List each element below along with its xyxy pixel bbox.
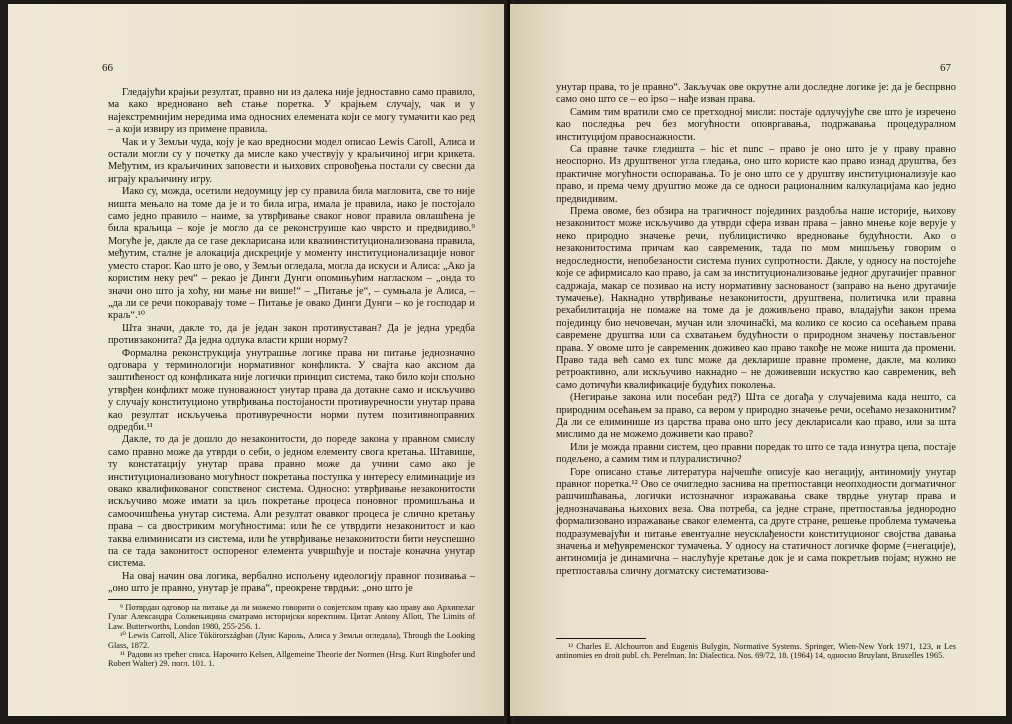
right-page-body	[556, 82, 956, 578]
footnote-rule	[556, 638, 646, 639]
right-page-number: 67	[940, 62, 951, 74]
paragraph: Иако су, можда, осетили недоумицу јер су правила била магловита, све то није ништа мењало на томе да је и то била игра, имала је правила, иако је постојало само једно правило – наиме, за утврђивање сваког новог правила овлашћена је била краљица – које је могло да се реконструише као чврсто и предвидиво.⁹ Могуће је, дакле да се гаѕе декларисана или квазиинституционализована правила, међутим, сталне је алокација дискреције у моменту институционализације новог уместо старог. Као што је ово, у Земљи огледала, могла да искуси и Алиса: „Ако ја користим неку реч“ – рекао је Динги Дунги опомињућим нагласком – „онда то значи оно што ја хоћу, ни мање ни више!“ – „Питање је“, – сумњала је Алиса, – „да ли се речи покоравају томе – Питање је овако Динги Дунги – ко је господар и краљ“.¹⁰	[108, 186, 475, 322]
paragraph: Самим тим вратили смо се претходној мисли: постаје одлучујуће све што је изречено као последња реч без могућности оповргавања, подржавања процедуралном институцијом правоснажности.	[556, 106, 956, 143]
left-footnotes	[108, 593, 475, 669]
paragraph: Према овоме, без обзира на трагичност појединих раздобља наше историје, њихову незаконитост може искључиво да утврди сфера изван права – јавно мнење које верује у неко природно значење речи, публицистичко вредновање будућности. Ако о незаконитостима причам као савременик, тада по мом мишљењу говорим о недоследности, непобезаности система пуних супротности. Дакле, у односу на постојеће које се афирмисало као право, ја сам за институционализовање једног другачијег правног садржаја, макар се позивао на исту нормативну заснованост (заправо на њено другачије тумачење). Накнадно утврђивање незаконитости, друштвена, политичка или правна рехабилитација не помаже на томе да је доживљено право, владајући закон према појединцу био нечовечан, мучан или злочинački, ма колико се косио са осећањем права савремене друштва или са схватањем будућности о природном значењу постављеног права. У овоме што је савременик доживео као право такође не може ништа да промени. Право тада већ само ex tunc може да декларише правне промене, дакле, ма колико ретроактивно, али искључиво накнадно – не доживевши искуство као савременик, већ само дотичући квалификације будућих поколења.	[556, 206, 956, 391]
right-footnotes	[556, 632, 956, 661]
paragraph: Горе описано стање литература најчешће описује као негацију, антиномију унутар правног поретка.¹² Ово се очигледно заснива на претпоставци неопходности догматичног рашчишћавања, логички истозначног изражавања сваке тврдње унутар права и једнозначавања њихових веза. Ова потреба, са једне стране, претпостављa једнородно формализовано изражавање сваког елемента, са друге стране, решење проблема тумачења подразумевајући и питање евентуалне неусклађености конституционог својства давања значења и међувременског тумачења. У односу на статичност логичке форме (=негације), антиномија је динамична – наслућује кретање док је и сама покретљив појам; нужно не претпостављa сличну догматску систематизова-	[556, 466, 956, 577]
left-page	[8, 4, 508, 716]
paragraph: Или је можда правни систем, цео правни поредак то што се тада изнутра цепа, постаје подељено, а самим тим и плуралистично?	[556, 441, 956, 466]
paragraph: Формална реконструкција унутрашње логике права ни питање једнозначно одговара у терминологији нормативног конфликта. У свајта као аксиом да заштићеност од конфликата није логички принцип система, тако било који спољно утврђен конфликт може пуноважност унутар права да дотакне само и искључиво у случају конституционо утврђивања постојаности противуречности унутар права као резултат искључења противуречности норми путем позитивноправних одредби.¹¹	[108, 347, 475, 433]
footnote: ⁹ Потврдан одговор на питање да ли можемо говорити о совјетском праву као праву ако Архипелаг Гулаг Александра Солжењицина сматрамо историјски коректним. Цитат Antony Allott, The Limits of Law. Butterworths, London 1980, 255-256. 1.	[108, 603, 475, 631]
paragraph: На овај начин ова логика, вербално испољену идеологију правног позивања – „оно што је правно, унутар је права“, преокрене тврдњи: „оно што је	[108, 570, 475, 595]
paragraph: Гледајући крајњи резултат, правно ни из далека није једноставно само правило, ма како вредновано већ стање поретка. У крајњем случају, чак и у најекстремнијим нередима има односних елемената који се могу тумачити као ред – а који извиру из примене правила.	[108, 87, 475, 136]
footnote: ¹² Charles E. Alchourron and Eugenis Bulygin, Normative Systems. Springer, Wien-New York 1971, 123, и Les antinomies en droit publ. ch. Perelman. In: Dialectica. Nos. 69/72, 18. (1964) 14, односно Bruylant, Bruxelles 1965.	[556, 642, 956, 661]
footnote: ¹⁰ Lewis Carroll, Alice Tükörországban (Луис Кароль, Алиса у Земљи огледала), Through the Looking Glass, 1872.	[108, 631, 475, 650]
left-page-body	[108, 87, 475, 596]
paragraph: Чак и у Земљи чуда, коју је као вредносни модел описао Lewis Caroll, Алиса и остали могли су у почетку да мисле како учествују у краљичиној игри крикета. Међутим, из краљичиних заповести и њихових спровођења постали су свесни да играју краљичину игру.	[108, 136, 475, 185]
footnote-rule	[108, 599, 198, 600]
paragraph: Шта значи, дакле то, да је један закон противуставан? Да је једна уредба противзаконита? Да једна одлука власти крши норму?	[108, 322, 475, 347]
footnote: ¹¹ Радови из трећег списа. Нарочито Kelsen, Allgemeine Theorie der Normen (Hrsg. Kurt Ringhofer und Robert Walter) 29. погл. 101. 1.	[108, 650, 475, 669]
paragraph: Дакле, то да је дошло до незаконитости, до поредe закона у правном смислу само правно може да утврди о себи, о једном елементу свога кретања. Штавише, ту констатацију унутар права правно може да учини само ако је институционализовано могућност покретања поступка у интересу елиминације из овако квалификованог сопственог система. Односно: утврђивање незаконитости искључиво може имати за циљ покретање процеса поновног промишљања и самоочишћења унутар система. Али резултат овавког процеса је слично кретању права – са двостриким могућностима: или ће се утврдити незаконитост и као таква елиминисати из система, или ће утврђивање незаконитости бити неуспешно па се тада законитост оспореног елемента учвршћује и постаје коначна унутар система.	[108, 434, 475, 570]
left-page-number: 66	[102, 62, 113, 74]
right-page	[510, 4, 1006, 716]
paragraph: (Негирање закона или посебан ред?) Шта се догађа у случајевима када нешто, са природним осећањем за право, са вером у природно значење речи, осећамо незаконитим? Да ли се елиминише из царства права оно што јесу декларисали као право, или за шта мислимо да не можемо доживети као право?	[556, 392, 956, 441]
paragraph: унутар права, то је правно“. Закључак ове окрутне али доследне логике је: да је беспрвно само оно што се – eo ipso – нађе изван права.	[556, 82, 956, 106]
paragraph: Са правне тачке гледишта – hic et nunc – право је оно што је у праву правно неоспорно. Из друштвеног угла гледања, оно што користе као право изнад друштва, без практичне могућности оспоравања. То је оно што се у друштву институционализује као право, и према чему друштво може да се односи рационалним калкулацијама као једно предвидивим.	[556, 144, 956, 205]
